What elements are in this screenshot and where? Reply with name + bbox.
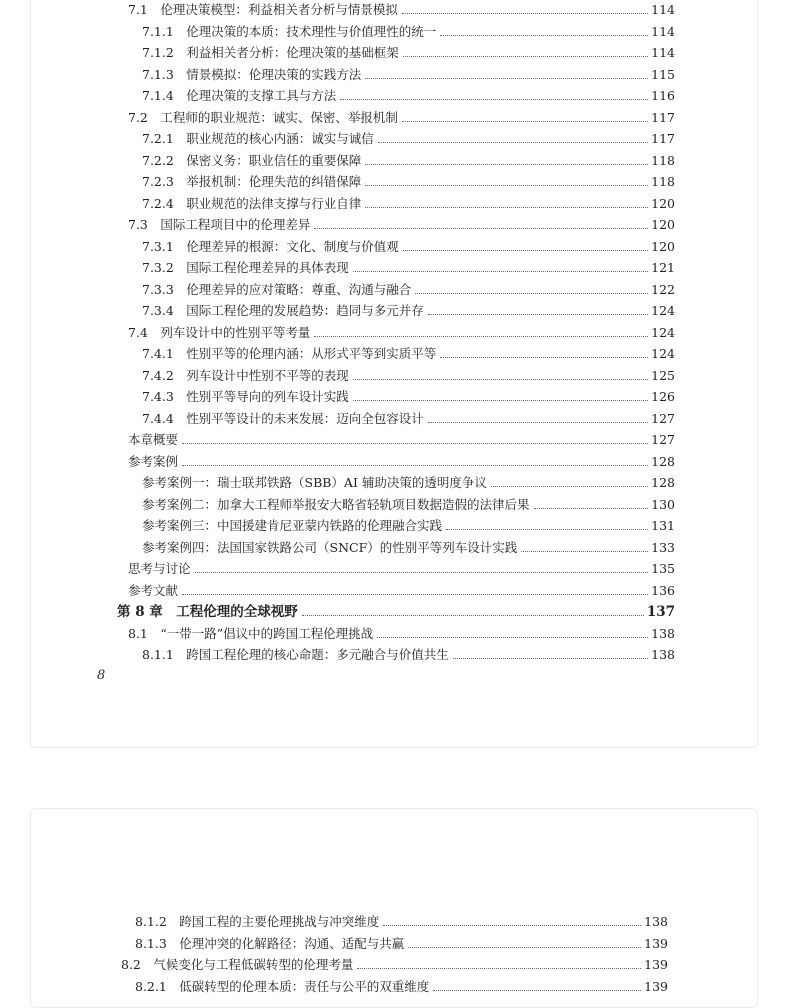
toc-title: 8.1.1 跨国工程伦理的核心命题：多元融合与价值共生 bbox=[142, 647, 449, 662]
toc-page-number: 137 bbox=[646, 604, 675, 620]
toc-subsection-7-1-2[interactable] bbox=[142, 43, 675, 63]
dot-leader bbox=[408, 947, 641, 948]
toc-item-case-4[interactable] bbox=[142, 538, 675, 558]
toc-title: 参考案例三：中国援建肯尼亚蒙内铁路的伦理融合实践 bbox=[142, 518, 443, 533]
toc-title: 7.4.1 性别平等的伦理内涵：从形式平等到实质平等 bbox=[142, 346, 437, 361]
toc-page-number: 121 bbox=[651, 260, 675, 275]
toc-subsection-7-2-3[interactable] bbox=[142, 172, 675, 192]
toc-page-number: 125 bbox=[651, 367, 675, 383]
toc-title: 7.2 工程师的职业规范：诚实、保密、举报机制 bbox=[128, 109, 398, 125]
toc-item-case-3[interactable] bbox=[142, 516, 675, 536]
dot-leader bbox=[365, 207, 648, 208]
toc-title: 7.4.3 性别平等导向的列车设计实践 bbox=[142, 389, 349, 404]
dot-leader bbox=[377, 637, 648, 638]
toc-page-number: 118 bbox=[651, 152, 675, 168]
toc-title: 思考与讨论 bbox=[128, 561, 191, 576]
dot-leader bbox=[314, 336, 648, 337]
dot-leader bbox=[365, 78, 648, 79]
toc-page-number: 138 bbox=[651, 625, 675, 641]
toc-title: 7.2.1 职业规范的核心内涵：诚实与诚信 bbox=[142, 131, 374, 146]
toc-title: 7.4.2 列车设计中性别不平等的表现 bbox=[142, 367, 349, 383]
dot-leader bbox=[182, 465, 648, 466]
toc-title: 7.2.3 举报机制：伦理失范的纠错保障 bbox=[142, 174, 362, 189]
dot-leader bbox=[446, 529, 648, 530]
toc-page-number: 120 bbox=[651, 195, 675, 211]
toc-title: 7.2.4 职业规范的法律支撑与行业自律 bbox=[142, 195, 362, 211]
toc-section-7-3[interactable] bbox=[128, 215, 675, 235]
dot-leader bbox=[378, 142, 648, 143]
toc-title: 7.3.4 国际工程伦理的发展趋势：趋同与多元并存 bbox=[142, 303, 424, 318]
toc-subsection-7-4-2[interactable] bbox=[142, 366, 675, 386]
toc-subsection-8-1-3[interactable] bbox=[135, 934, 668, 954]
toc-item-case-2[interactable] bbox=[142, 495, 675, 515]
dot-leader bbox=[302, 615, 644, 616]
toc-title: 8.2 气候变化与工程低碳转型的伦理考量 bbox=[121, 957, 354, 972]
toc-subsection-7-1-1[interactable] bbox=[142, 22, 675, 42]
toc-title: 参考文献 bbox=[128, 582, 179, 598]
toc-page-number: 116 bbox=[651, 88, 675, 103]
dot-leader bbox=[433, 990, 641, 991]
toc-subsection-7-2-4[interactable] bbox=[142, 194, 675, 214]
toc-title: 7.2.2 保密义务：职业信任的重要保障 bbox=[142, 152, 362, 168]
toc-title: 参考案例 bbox=[128, 453, 179, 469]
dot-leader bbox=[440, 35, 648, 36]
toc-page-number: 135 bbox=[651, 561, 675, 576]
toc-page-number: 122 bbox=[651, 281, 675, 297]
dot-leader bbox=[491, 486, 648, 487]
toc-page-number: 127 bbox=[651, 432, 675, 447]
toc-section-8-1[interactable] bbox=[128, 624, 675, 644]
toc-title: 7.1.4 伦理决策的支撑工具与方法 bbox=[142, 88, 337, 103]
toc-title: 本章概要 bbox=[128, 432, 179, 447]
toc-title: 7.3.2 国际工程伦理差异的具体表现 bbox=[142, 260, 349, 275]
toc-title: 参考案例四：法国国家铁路公司（SNCF）的性别平等列车设计实践 bbox=[142, 539, 518, 555]
toc-page-number: 114 bbox=[651, 23, 675, 39]
toc-title: 7.3.3 伦理差异的应对策略：尊重、沟通与融合 bbox=[142, 281, 412, 297]
dot-leader bbox=[521, 551, 648, 552]
dot-leader bbox=[428, 314, 648, 315]
toc-subsection-7-1-3[interactable] bbox=[142, 65, 675, 85]
toc-page-number: 117 bbox=[651, 109, 675, 125]
dot-leader bbox=[340, 99, 648, 100]
toc-section-7-1[interactable] bbox=[128, 0, 675, 20]
toc-page-number: 136 bbox=[651, 582, 675, 598]
toc-page-number: 139 bbox=[644, 978, 668, 994]
toc-item-references[interactable] bbox=[128, 581, 675, 601]
toc-title: 参考案例一：瑞士联邦铁路（SBB）AI 辅助决策的透明度争议 bbox=[142, 475, 487, 490]
dot-leader bbox=[365, 185, 648, 186]
toc-page-number: 127 bbox=[651, 410, 675, 426]
toc-subsection-7-3-3[interactable] bbox=[142, 280, 675, 300]
toc-page-number: 139 bbox=[644, 935, 668, 951]
toc-title: 7.1.3 情景模拟：伦理决策的实践方法 bbox=[142, 66, 362, 82]
dot-leader bbox=[534, 508, 649, 509]
toc-page-number: 128 bbox=[651, 453, 675, 469]
toc-section-7-4[interactable] bbox=[128, 323, 675, 343]
dot-leader bbox=[403, 56, 648, 57]
toc-subsection-7-4-3[interactable] bbox=[142, 387, 675, 407]
toc-page-number: 120 bbox=[651, 238, 675, 254]
toc-subsection-7-2-1[interactable] bbox=[142, 129, 675, 149]
toc-subsection-8-1-2[interactable] bbox=[135, 912, 668, 932]
dot-leader bbox=[357, 968, 641, 969]
dot-leader bbox=[365, 164, 648, 165]
dot-leader bbox=[182, 443, 648, 444]
toc-title: 7.1.1 伦理决策的本质：技术理性与价值理性的统一 bbox=[142, 23, 437, 39]
toc-title: 8.1.2 跨国工程的主要伦理挑战与冲突维度 bbox=[135, 914, 380, 929]
toc-title: 参考案例二：加拿大工程师举报安大略省轻轨项目数据造假的法律后果 bbox=[142, 496, 530, 512]
toc-subsection-7-4-4[interactable] bbox=[142, 409, 675, 429]
toc-page-number: 133 bbox=[651, 539, 675, 555]
toc-title: 7.4 列车设计中的性别平等考量 bbox=[128, 324, 311, 340]
toc-page-number: 126 bbox=[651, 389, 675, 404]
dot-leader bbox=[383, 925, 641, 926]
toc-title: 7.1 伦理决策模型：利益相关者分析与情景模拟 bbox=[128, 2, 398, 17]
toc-title: 8.1.3 伦理冲突的化解路径：沟通、适配与共赢 bbox=[135, 935, 405, 951]
dot-leader bbox=[353, 379, 648, 380]
toc-item-chapter-summary[interactable] bbox=[128, 430, 675, 450]
toc-chapter-8[interactable] bbox=[117, 602, 675, 622]
toc-subsection-8-1-1[interactable] bbox=[142, 645, 675, 665]
toc-page-number: 131 bbox=[651, 518, 675, 533]
dot-leader bbox=[403, 250, 648, 251]
toc-title: 7.1.2 利益相关者分析：伦理决策的基础框架 bbox=[142, 45, 399, 60]
toc-section-8-2[interactable] bbox=[121, 955, 668, 975]
toc-subsection-7-3-1[interactable] bbox=[142, 237, 675, 257]
dot-leader bbox=[453, 658, 648, 659]
toc-item-case-1[interactable] bbox=[142, 473, 675, 493]
dot-leader bbox=[415, 293, 648, 294]
toc-page-number: 138 bbox=[651, 647, 675, 662]
toc-page-number: 138 bbox=[644, 914, 668, 929]
toc-item-discussion[interactable] bbox=[128, 559, 675, 579]
dot-leader bbox=[353, 400, 648, 401]
toc-page-number: 130 bbox=[651, 496, 675, 512]
toc-page-number: 124 bbox=[651, 346, 675, 361]
toc-page-number: 114 bbox=[651, 45, 675, 60]
dot-leader bbox=[440, 357, 648, 358]
dot-leader bbox=[428, 422, 648, 423]
toc-page-number: 128 bbox=[651, 475, 675, 490]
toc-title: 7.4.4 性别平等设计的未来发展：迈向全包容设计 bbox=[142, 410, 424, 426]
toc-page-number: 117 bbox=[651, 131, 675, 146]
dot-leader bbox=[314, 228, 648, 229]
dot-leader bbox=[353, 271, 648, 272]
toc-page-number: 120 bbox=[651, 217, 675, 232]
toc-subsection-7-3-4[interactable] bbox=[142, 301, 675, 321]
toc-page-number: 118 bbox=[651, 174, 675, 189]
dot-leader bbox=[402, 13, 648, 14]
toc-page-number: 115 bbox=[651, 66, 675, 82]
toc-subsection-7-2-2[interactable] bbox=[142, 151, 675, 171]
toc-page-number: 124 bbox=[651, 303, 675, 318]
toc-subsection-7-1-4[interactable] bbox=[142, 86, 675, 106]
page-number: 8 bbox=[97, 668, 106, 683]
dot-leader bbox=[182, 594, 648, 595]
toc-item-reference-cases[interactable] bbox=[128, 452, 675, 472]
toc-title: 8.1 “一带一路”倡议中的跨国工程伦理挑战 bbox=[128, 625, 374, 641]
toc-title: 7.3.1 伦理差异的根源：文化、制度与价值观 bbox=[142, 238, 399, 254]
toc-subsection-7-4-1[interactable] bbox=[142, 344, 675, 364]
dot-leader bbox=[402, 121, 648, 122]
toc-section-7-2[interactable] bbox=[128, 108, 675, 128]
toc-title: 第 8 章 工程伦理的全球视野 bbox=[117, 604, 298, 620]
toc-page-number: 139 bbox=[644, 957, 668, 972]
toc-title: 8.2.1 低碳转型的伦理本质：责任与公平的双重维度 bbox=[135, 978, 430, 994]
toc-subsection-7-3-2[interactable] bbox=[142, 258, 675, 278]
dot-leader bbox=[195, 572, 649, 573]
toc-page-number: 124 bbox=[651, 324, 675, 340]
toc-page-number: 114 bbox=[651, 2, 675, 17]
toc-title: 7.3 国际工程项目中的伦理差异 bbox=[128, 217, 311, 232]
